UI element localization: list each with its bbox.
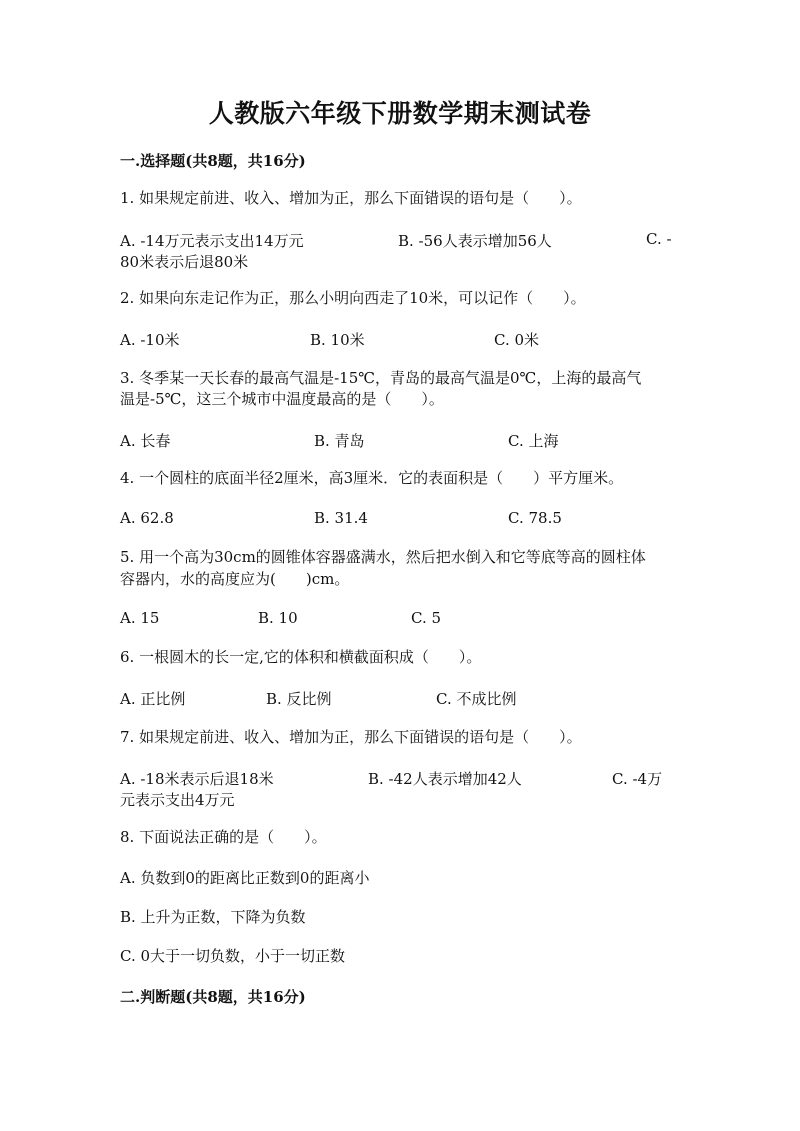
question-4-option-b: B. 31.4: [314, 509, 368, 527]
section-heading-choice: 一.选择题(共8题，共16分): [120, 152, 306, 170]
question-1-option-c-continued: 80米表示后退80米: [120, 253, 249, 271]
question-3-stem-line1: 3. 冬季某一天长春的最高气温是-15℃，青岛的最高气温是0℃，上海的最高气: [120, 369, 642, 387]
question-6-option-a: A. 正比例: [120, 690, 186, 708]
question-6-option-b: B. 反比例: [266, 690, 332, 708]
question-8-option-b: B. 上升为正数，下降为负数: [120, 908, 306, 926]
question-7-option-c-continued: 元表示支出4万元: [120, 791, 235, 809]
question-4-option-c: C. 78.5: [508, 509, 562, 527]
question-6-stem: 6. 一根圆木的长一定,它的体积和横截面积成（ ）。: [120, 648, 482, 666]
question-5-option-a: A. 15: [120, 609, 160, 627]
question-2-option-a: A. -10米: [120, 331, 180, 349]
question-1-option-b: B. -56人表示增加56人: [398, 232, 552, 250]
question-1-option-c: C. -: [646, 230, 672, 248]
question-4-option-a: A. 62.8: [120, 509, 174, 527]
question-2-option-b: B. 10米: [310, 331, 365, 349]
page-title: 人教版六年级下册数学期末测试卷: [208, 99, 592, 128]
question-3-option-a: A. 长春: [120, 432, 171, 450]
question-7-option-c: C. -4万: [612, 770, 663, 788]
section-heading-judgment: 二.判断题(共8题，共16分): [120, 988, 306, 1006]
question-5-stem-line1: 5. 用一个高为30cm的圆锥体容器盛满水，然后把水倒入和它等底等高的圆柱体: [120, 548, 646, 566]
question-6-option-c: C. 不成比例: [436, 690, 517, 708]
question-7-option-b: B. -42人表示增加42人: [368, 770, 522, 788]
question-7-stem: 7. 如果规定前进、收入、增加为正，那么下面错误的语句是（ ）。: [120, 728, 582, 746]
question-5-stem-line2: 容器内，水的高度应为( )cm。: [120, 570, 350, 588]
question-8-option-a: A. 负数到0的距离比正数到0的距离小: [120, 869, 370, 887]
question-3-option-b: B. 青岛: [314, 432, 365, 450]
question-5-option-c: C. 5: [411, 609, 442, 627]
question-4-stem: 4. 一个圆柱的底面半径2厘米，高3厘米．它的表面积是（ ）平方厘米。: [120, 469, 624, 487]
question-8-stem: 8. 下面说法正确的是（ ）。: [120, 828, 327, 846]
question-8-option-c: C. 0大于一切负数，小于一切正数: [120, 947, 346, 965]
question-5-option-b: B. 10: [258, 609, 298, 627]
question-2-stem: 2. 如果向东走记作为正，那么小明向西走了10米，可以记作（ ）。: [120, 289, 586, 307]
question-2-option-c: C. 0米: [494, 331, 540, 349]
question-3-stem-line2: 温是-5℃，这三个城市中温度最高的是（ ）。: [120, 390, 444, 408]
question-1-option-a: A. -14万元表示支出14万元: [120, 232, 304, 250]
question-7-option-a: A. -18米表示后退18米: [120, 770, 274, 788]
question-3-option-c: C. 上海: [508, 432, 559, 450]
question-1-stem: 1. 如果规定前进、收入、增加为正，那么下面错误的语句是（ ）。: [120, 189, 582, 207]
